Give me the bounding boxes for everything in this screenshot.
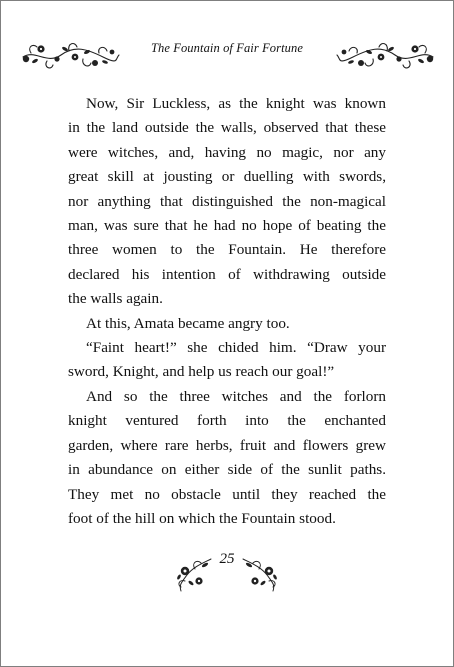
text-line: man, was sure that he had no hope of beating the	[68, 217, 386, 235]
paragraph	[68, 336, 386, 385]
text-line: in abundance on either side of the sunlit paths.	[68, 461, 386, 479]
paragraph	[68, 312, 386, 336]
text-line: nor anything that distinguished the non-magical	[68, 192, 386, 210]
text-line: three women to the Fountain. He therefore	[68, 241, 386, 259]
running-header-title: The Fountain of Fair Fortune	[150, 41, 304, 55]
text-line: great skill at jousting or duelling with swords,	[68, 168, 386, 186]
page-footer	[171, 549, 283, 595]
text-line: At this, Amata became angry too.	[86, 314, 290, 332]
text-line: They met no obstacle until they reached the	[68, 485, 386, 503]
paragraph	[68, 385, 386, 531]
text-line: the walls again.	[68, 290, 163, 308]
rose-sprig-icon	[239, 553, 281, 593]
text-line: garden, where rare herbs, fruit and flowers grew	[68, 436, 386, 454]
text-line: “Faint heart!” she chided him. “Draw your	[86, 339, 386, 357]
text-line: Now, Sir Luckless, as the knight was known	[86, 95, 386, 112]
text-line: declared his intention of withdrawing outside	[68, 265, 386, 283]
text-line: sword, Knight, and help us reach our goal!”	[68, 363, 335, 381]
story-text	[68, 92, 386, 531]
page-number: 25	[219, 551, 235, 567]
text-line: knight ventured forth into the enchanted	[68, 412, 386, 430]
text-line: were witches, and, having no magic, nor any	[68, 143, 386, 161]
paragraph	[68, 92, 386, 312]
running-header	[1, 35, 453, 75]
text-line: in the land outside the walls, observed that these	[68, 119, 386, 137]
text-line: foot of the hill on which the Fountain stood.	[68, 509, 336, 527]
text-line: And so the three witches and the forlorn	[86, 387, 386, 405]
vine-flourish-icon	[335, 35, 439, 75]
